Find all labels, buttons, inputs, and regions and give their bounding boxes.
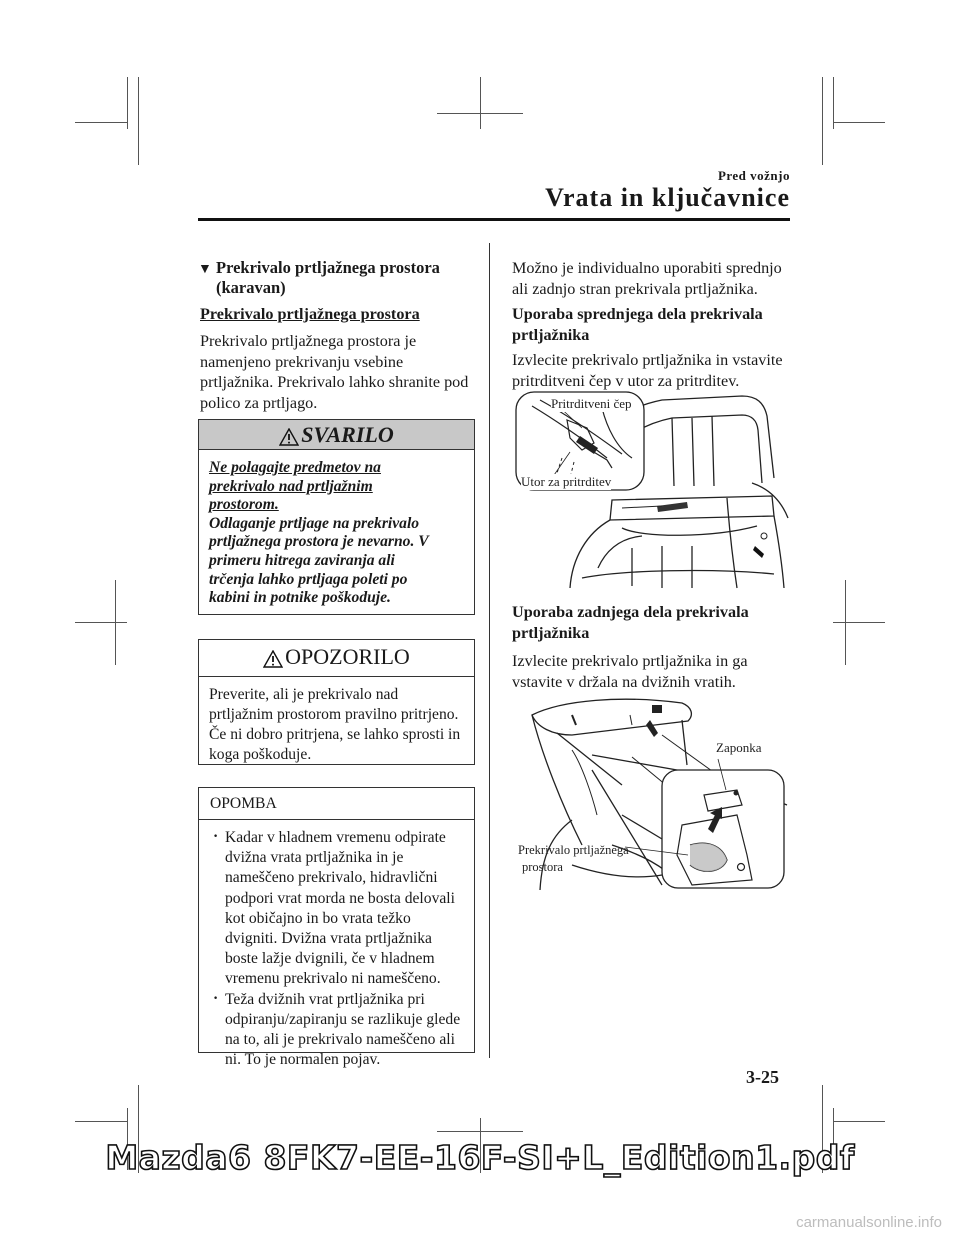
note-item — [209, 990, 474, 1071]
warning-emph-line: prekrivalo nad prtljažnim — [209, 477, 373, 495]
footer-site[interactable]: carmanualsonline.info — [796, 1214, 942, 1231]
caution-title: OPOZORILO — [285, 644, 410, 669]
warning-box — [198, 419, 475, 615]
warning-triangle-icon — [279, 428, 299, 446]
fig1-label-pin: Pritrditveni čep — [551, 396, 632, 411]
rear-heading — [512, 602, 749, 643]
note-line: · Teža dvižnih vrat prtljažnika pri — [225, 990, 425, 1008]
rear-text-line: Izvlecite prekrivalo prtljažnika in ga — [512, 652, 748, 670]
warning-line: primeru hitrega zaviranja ali — [209, 551, 395, 569]
note-line: vremenu prekrivalo ni nameščeno. — [225, 970, 441, 988]
caution-triangle-icon — [263, 650, 283, 668]
warning-header — [199, 420, 474, 450]
rear-text-line: vstavite v držala na dvižnih vratih. — [512, 672, 736, 691]
column-separator — [489, 243, 490, 1058]
footer-filename: Mazda6 8FK7-EE-16F-SI+L_Edition1.pdf — [105, 1138, 855, 1177]
right-intro — [512, 258, 782, 299]
fig2-label-hook: Zaponka — [716, 740, 762, 755]
warning-title: SVARILO — [301, 422, 394, 447]
heading-line1: Prekrivalo prtljažnega prostora — [215, 258, 440, 277]
warning-emph-line: Ne polagajte predmetov na — [209, 459, 381, 476]
caution-text — [199, 676, 474, 765]
front-heading-line: prtljažnika — [512, 325, 590, 344]
note-item — [209, 828, 474, 990]
front-text-line: pritrditveni čep v utor za pritrditev. — [512, 371, 740, 390]
intro-line: Prekrivalo prtljažnega prostora je — [200, 332, 417, 350]
right-intro-line: Možno je individualno uporabiti sprednjo — [512, 259, 782, 277]
note-line: dvižna vrata prtljažnika in je — [225, 849, 404, 867]
rear-heading-line: Uporaba zadnjega dela prekrivala — [512, 603, 749, 621]
note-line: na to, ali je prekrivalo nameščeno ali — [225, 1031, 455, 1049]
heading-marker: ▼ — [198, 262, 212, 277]
front-text-line: Izvlecite prekrivalo prtljažnika in vstavite — [512, 351, 783, 369]
note-line: ni. To je normalen pojav. — [225, 1051, 381, 1069]
note-line: dvigniti. Dvižna vrata prtljažnika — [225, 930, 432, 948]
intro-line: prtljažnika. Prekrivalo lahko shranite pod — [200, 373, 469, 391]
chapter-title: Vrata in ključavnice — [545, 183, 790, 212]
caution-line: prtljažnim prostorom pravilno pritrjeno. — [209, 706, 459, 723]
caution-line: koga poškoduje. — [209, 746, 312, 763]
heading-line2: (karavan) — [216, 278, 286, 297]
warning-line: kabini in potnike poškoduje. — [209, 589, 391, 607]
note-title: OPOMBA — [210, 795, 277, 812]
note-box — [198, 787, 475, 1069]
warning-line: prtljažnega prostora je nevarno. V — [209, 533, 429, 551]
warning-line: Odlaganje prtljage na prekrivalo — [209, 514, 420, 532]
note-line: boste lažje dvignili, če v hladnem — [225, 950, 435, 968]
warning-line: trčenja lahko prtljaga poleti po — [209, 570, 408, 588]
front-heading — [512, 304, 763, 345]
subheading: Prekrivalo prtljažnega prostora — [200, 305, 420, 323]
fig1-label-slot: Utor za pritrditev — [521, 474, 612, 489]
caution-line: Preverite, ali je prekrivalo nad — [209, 686, 399, 703]
rear-text — [512, 651, 748, 692]
page-number: 3-25 — [746, 1067, 779, 1087]
warning-text — [199, 450, 474, 608]
right-intro-line: ali zadnjo stran prekrivala prtljažnika. — [512, 279, 758, 298]
caution-header — [199, 640, 474, 670]
section-title: Pred vožnjo — [717, 168, 790, 183]
note-line: odpiranju/zapiranju se razlikuje glede — [225, 1010, 461, 1028]
front-heading-line: Uporaba sprednjega dela prekrivala — [512, 305, 763, 323]
intro-paragraph — [200, 331, 468, 413]
note-line: podpori vrat morda ne bosta delovali — [225, 889, 455, 907]
fig2-label-cover-line: prostora — [522, 860, 563, 874]
rear-heading-line: prtljažnika — [512, 623, 590, 642]
header-rule — [198, 218, 790, 221]
note-line: nameščeno prekrivalo, hidravlični — [225, 869, 438, 887]
note-line: kot običajno in bo vrata težko — [225, 909, 411, 927]
front-text — [512, 350, 783, 391]
intro-line: polico za prtljago. — [200, 393, 318, 412]
note-line: · Kadar v hladnem vremenu odpirate — [225, 829, 446, 846]
intro-line: namenjeno prekrivanju vsebine — [200, 352, 404, 371]
note-body — [199, 819, 474, 1070]
fig2-label-cover-line: Prekrivalo prtljažnega — [518, 843, 629, 857]
caution-box — [198, 639, 475, 765]
figure-front-cover — [512, 388, 790, 593]
warning-emph-line: prostorom. — [209, 496, 279, 514]
fig2-label-cover — [518, 842, 629, 876]
caution-line: Če ni dobro pritrjena, se lahko sprosti in — [209, 726, 461, 743]
